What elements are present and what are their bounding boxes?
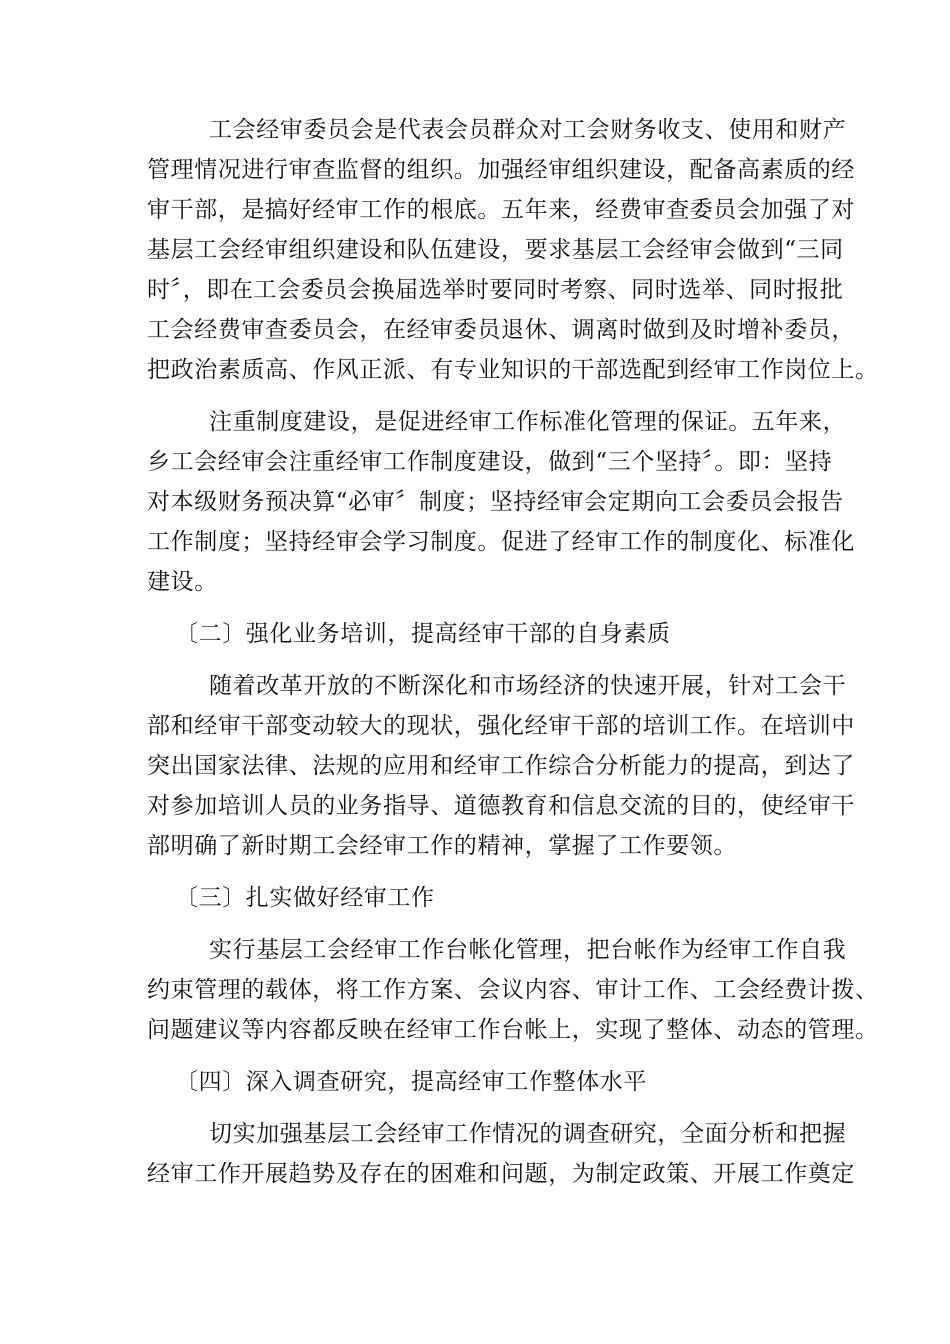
text-line: 经审工作开展趋势及存在的困难和问题，为制定政策、开展工作奠定 xyxy=(147,1161,855,1187)
text-line: 问题建议等内容都反映在经审工作台帐上，实现了整体、动态的管理。 xyxy=(147,1017,879,1043)
heading-text: 〔三〕扎实做好经审工作 xyxy=(175,885,435,911)
text-line: 工会经审委员会是代表会员群众对工会财务收支、使用和财产 xyxy=(209,117,847,143)
text-line: 把政治素质高、作风正派、有专业知识的干部选配到经审工作岗位上。 xyxy=(147,357,879,383)
text-line: 审干部，是搞好经审工作的根底。五年来，经费审查委员会加强了对 xyxy=(147,197,855,223)
heading-text: 〔二〕强化业务培训，提高经审干部的自身素质 xyxy=(175,621,671,647)
text-line: 时〞，即在工会委员会换届选举时要同时考察、同时选举、同时报批 xyxy=(147,277,844,303)
text-line: 对参加培训人员的业务指导、道德教育和信息交流的目的，使经审干 xyxy=(147,793,855,819)
document-page xyxy=(147,110,879,1206)
text-line: 部和经审干部变动较大的现状，强化经审干部的培训工作。在培训中 xyxy=(147,713,855,739)
text-line: 工会经费审查委员会，在经审委员退休、调离时做到及时增补委员， xyxy=(147,317,855,343)
section-heading-4 xyxy=(147,1062,807,1102)
text-line: 约束管理的载体，将工作方案、会议内容、审计工作、工会经费计拨、 xyxy=(147,977,879,1003)
text-line: 部明确了新时期工会经审工作的精神，掌握了工作要领。 xyxy=(147,833,737,859)
paragraph-research xyxy=(147,1114,855,1194)
text-line: 基层工会经审组织建设和队伍建设，要求基层工会经审会做到“三同 xyxy=(147,237,844,263)
section-heading-2 xyxy=(147,614,807,654)
text-line: 突出国家法律、法规的应用和经审工作综合分析能力的提高，到达了 xyxy=(147,753,855,779)
text-line: 注重制度建设，是促进经审工作标准化管理的保证。五年来， xyxy=(209,409,847,435)
text-line: 实行基层工会经审工作台帐化管理，把台帐作为经审工作自我 xyxy=(209,937,847,963)
text-line: 工作制度；坚持经审会学习制度。促进了经审工作的制度化、标准化 xyxy=(147,529,855,555)
paragraph-ledger-management xyxy=(147,930,879,1050)
heading-text: 〔四〕深入调查研究，提高经审工作整体水平 xyxy=(175,1069,647,1095)
paragraph-training xyxy=(147,666,855,866)
paragraph-system-construction xyxy=(147,402,855,602)
text-line: 管理情况进行审查监督的组织。加强经审组织建设，配备高素质的经 xyxy=(147,157,855,183)
text-line: 乡工会经审会注重经审工作制度建设，做到“三个坚持〞。即：坚持 xyxy=(147,449,833,475)
paragraph-audit-organization xyxy=(147,110,879,390)
section-heading-3 xyxy=(147,878,807,918)
text-line: 对本级财务预决算“必审〞制度；坚持经审会定期向工会委员会报告 xyxy=(147,489,844,515)
text-line: 切实加强基层工会经审工作情况的调查研究，全面分析和把握 xyxy=(209,1121,847,1147)
text-line: 建设。 xyxy=(147,569,218,595)
text-line: 随着改革开放的不断深化和市场经济的快速开展，针对工会干 xyxy=(209,673,847,699)
